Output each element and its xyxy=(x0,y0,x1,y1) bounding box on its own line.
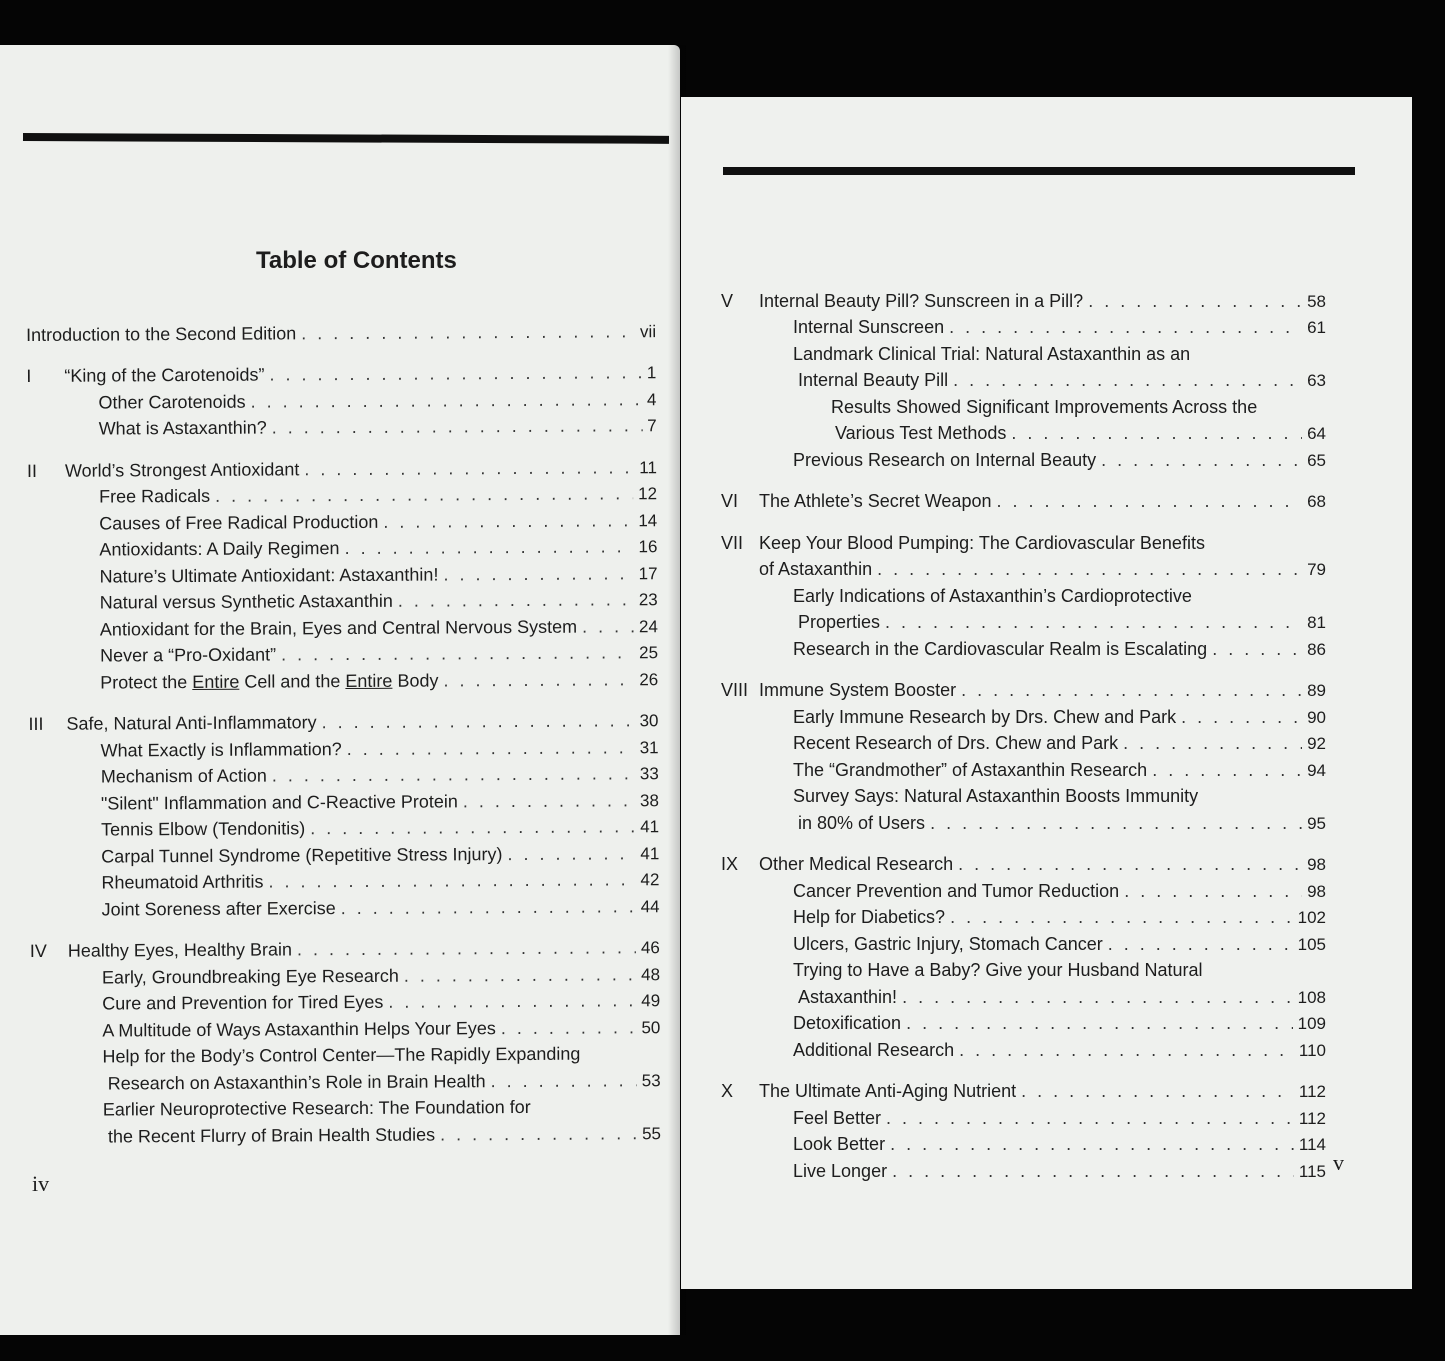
chapter-entry xyxy=(721,556,1326,583)
subentry-label: Natural versus Synthetic Astaxanthin xyxy=(99,590,393,613)
leader-dots xyxy=(902,985,1293,1010)
page-number: 41 xyxy=(640,817,660,837)
subentry xyxy=(721,635,1326,662)
subentry xyxy=(27,559,657,589)
subentry-line xyxy=(721,393,1326,420)
chapter-title: Safe, Natural Anti-Inflammatory xyxy=(66,712,317,734)
chapter-entry xyxy=(28,707,658,737)
subentry-label: Survey Says: Natural Astaxanthin Boosts Immunity xyxy=(793,786,1199,806)
page-number: 115 xyxy=(1298,1161,1326,1181)
page-number: vii xyxy=(639,321,657,341)
page-number: 81 xyxy=(1307,613,1326,632)
label-underlined: Entire xyxy=(345,670,393,691)
page-number: 55 xyxy=(641,1123,662,1143)
chapter-title: Internal Beauty Pill? Sunscreen in a Pill? xyxy=(759,290,1084,311)
subentry xyxy=(721,446,1326,473)
page-number: 90 xyxy=(1307,707,1326,727)
leader-dots xyxy=(269,360,642,387)
subentry-label: in 80% of Users xyxy=(798,812,926,833)
subentry xyxy=(721,420,1326,447)
subentry-label: Research on Astaxanthin’s Role in Brain Health xyxy=(107,1070,486,1094)
subentry xyxy=(721,730,1326,757)
leader-dots xyxy=(959,1038,1294,1063)
label-part: Body xyxy=(392,669,439,691)
leader-dots xyxy=(996,489,1302,514)
subentry-label: Causes of Free Radical Production xyxy=(99,511,379,534)
chapter-title: Other Medical Research xyxy=(759,854,954,874)
page-number: 16 xyxy=(638,537,658,557)
leader-dots xyxy=(1181,705,1302,730)
page-number: 105 xyxy=(1297,934,1326,954)
subentry-label: Internal Sunscreen xyxy=(793,317,945,337)
subentry xyxy=(28,639,658,669)
subentry-line xyxy=(721,957,1326,984)
chapter-title: of Astaxanthin xyxy=(759,559,873,579)
subentry xyxy=(31,1066,661,1096)
page-number: 98 xyxy=(1307,855,1326,874)
leader-dots xyxy=(297,935,636,962)
chapter-entry xyxy=(26,359,656,389)
chapter-entry xyxy=(721,287,1326,314)
chapter-entry xyxy=(721,851,1326,878)
toc-chapter xyxy=(26,359,656,442)
subentry xyxy=(30,987,660,1017)
subentry-label: Early Indications of Astaxanthin’s Cardioprotective xyxy=(793,585,1192,606)
subentry-label: Trying to Have a Baby? Give your Husband Natural xyxy=(793,960,1203,980)
page-number: 30 xyxy=(639,711,659,731)
page-number: 86 xyxy=(1307,639,1326,659)
page-number: 92 xyxy=(1307,734,1326,753)
subentry xyxy=(26,385,656,415)
header-rule xyxy=(23,133,669,144)
leader-dots xyxy=(949,315,1302,340)
subentry-label: Tennis Elbow (Tendonitis) xyxy=(101,818,306,840)
toc-chapter xyxy=(721,287,1326,473)
subentry xyxy=(721,314,1326,341)
subentry-label: Recent Research of Drs. Chew and Park xyxy=(793,733,1119,753)
subentry xyxy=(27,412,657,442)
leader-dots xyxy=(930,811,1302,836)
page-number: 12 xyxy=(638,484,658,504)
leader-dots xyxy=(404,962,636,988)
page-number: 44 xyxy=(640,896,660,916)
subentry-label: Rheumatoid Arthritis xyxy=(101,871,264,893)
page-number: 65 xyxy=(1307,450,1326,470)
toc-chapter xyxy=(30,934,661,1150)
subentry xyxy=(30,1013,660,1043)
page-number: 41 xyxy=(640,843,660,863)
subentry-label: Live Longer xyxy=(793,1160,888,1181)
subentry-label: Astaxanthin! xyxy=(798,986,898,1007)
page-number: 49 xyxy=(641,991,661,1011)
chapter-number: VII xyxy=(721,532,744,553)
subentry-label: Other Carotenoids xyxy=(98,391,246,413)
leader-dots xyxy=(1011,421,1302,446)
leader-dots xyxy=(443,667,634,693)
subentry xyxy=(721,1036,1326,1063)
page-number: 11 xyxy=(639,457,657,477)
leader-dots xyxy=(268,867,635,894)
leader-dots xyxy=(388,988,636,1015)
page-number: 14 xyxy=(638,510,658,530)
chapter-entry xyxy=(721,488,1326,515)
leader-dots xyxy=(1088,289,1302,314)
page-number: 102 xyxy=(1297,908,1326,927)
leader-dots xyxy=(321,708,634,735)
subentry-label: Joint Soreness after Exercise xyxy=(101,897,336,920)
subentry-label: Earlier Neuroprotective Research: The Foundation for xyxy=(102,1096,531,1120)
right-page xyxy=(681,97,1412,1289)
page-number: 25 xyxy=(639,643,659,663)
subentry xyxy=(29,786,659,816)
subentry-label: The “Grandmother” of Astaxanthin Research xyxy=(793,759,1148,780)
subentry-label: Early, Groundbreaking Eye Research xyxy=(101,965,399,988)
subentry xyxy=(721,904,1326,931)
leader-dots xyxy=(1101,448,1302,473)
subentry xyxy=(721,877,1326,904)
page-number: 7 xyxy=(647,416,657,436)
subentry-label: Free Radicals xyxy=(99,485,211,507)
chapter-number: VIII xyxy=(721,680,749,700)
subentry xyxy=(29,866,659,896)
leader-dots xyxy=(383,508,633,535)
entry-label: Introduction to the Second Edition xyxy=(26,322,297,345)
leader-dots xyxy=(398,587,634,613)
subentry-label: Results Showed Significant Improvements Across the xyxy=(831,396,1258,417)
page-number: 1 xyxy=(646,363,657,383)
leader-dots xyxy=(892,1159,1294,1184)
subentry-label: Ulcers, Gastric Injury, Stomach Cancer xyxy=(793,933,1103,954)
chapter-title: Keep Your Blood Pumping: The Cardiovascular Benefits xyxy=(759,532,1205,553)
chapter-number: II xyxy=(26,460,37,481)
subentry xyxy=(29,760,659,790)
subentry xyxy=(721,1104,1326,1131)
leader-dots xyxy=(906,1011,1293,1036)
leader-dots xyxy=(1212,637,1302,662)
subentry-line xyxy=(721,582,1326,609)
subentry xyxy=(721,809,1326,836)
leader-dots xyxy=(1123,731,1302,756)
subentry-label: Previous Research on Internal Beauty xyxy=(793,449,1097,470)
chapter-title: “King of the Carotenoids” xyxy=(64,364,265,386)
subentry-label: Various Test Methods xyxy=(835,423,1007,443)
chapter-number: X xyxy=(721,1081,734,1101)
subentry-label: Internal Beauty Pill xyxy=(798,370,949,390)
page-number: 42 xyxy=(640,870,660,890)
subentry-label: Antioxidants: A Daily Regimen xyxy=(99,538,340,560)
chapter-number: III xyxy=(28,713,44,734)
folio-left: iv xyxy=(32,1171,50,1196)
subentry-label: Early Immune Research by Drs. Chew and Park xyxy=(793,706,1177,727)
page-number: 58 xyxy=(1307,291,1326,311)
toc-chapter xyxy=(721,529,1326,662)
leader-dots xyxy=(310,814,635,841)
subentry xyxy=(721,983,1326,1010)
chapter-title: The Athlete’s Secret Weapon xyxy=(759,491,992,511)
toc-chapter xyxy=(28,707,659,923)
page-number: 23 xyxy=(638,590,658,610)
subentry xyxy=(28,612,658,642)
toc-chapter xyxy=(27,453,658,695)
toc-chapter xyxy=(721,1078,1326,1184)
subentry xyxy=(28,665,658,695)
subentry xyxy=(721,367,1326,394)
leader-dots xyxy=(890,1132,1294,1157)
toc-right xyxy=(721,287,1326,1199)
page-number: 61 xyxy=(1307,318,1326,337)
leader-dots xyxy=(961,678,1302,703)
chapter-entry xyxy=(27,453,657,483)
subentry-label: Help for Diabetics? xyxy=(793,907,946,927)
toc-chapter xyxy=(721,488,1326,515)
chapter-number: IV xyxy=(29,940,47,961)
page-number: 94 xyxy=(1307,760,1326,780)
subentry-label: "Silent" Inflammation and C-Reactive Protein xyxy=(100,790,458,814)
page-number: 108 xyxy=(1297,987,1326,1007)
subentry xyxy=(27,480,657,510)
folio-right: v xyxy=(1333,1150,1344,1175)
leader-dots xyxy=(507,841,635,867)
subentry-label: Landmark Clinical Trial: Natural Astaxanthin as an xyxy=(793,343,1191,364)
leader-dots xyxy=(341,894,636,921)
leader-dots xyxy=(1021,1079,1294,1104)
page-number: 95 xyxy=(1307,813,1326,833)
chapter-number: VI xyxy=(721,491,739,511)
chapter-title: The Ultimate Anti-Aging Nutrient xyxy=(759,1081,1017,1101)
toc-chapter xyxy=(721,677,1326,836)
leader-dots xyxy=(443,561,633,587)
label-part: Cell and the xyxy=(239,670,346,692)
page-number: 114 xyxy=(1298,1135,1326,1154)
leader-dots xyxy=(272,413,643,440)
leader-dots xyxy=(501,1015,637,1041)
page-number: 89 xyxy=(1307,681,1326,700)
leader-dots xyxy=(950,905,1293,930)
subentry-label: Properties xyxy=(798,612,881,632)
leader-dots xyxy=(440,1121,637,1147)
page-number: 63 xyxy=(1307,371,1326,390)
toc-chapter xyxy=(721,851,1326,1063)
subentry-line xyxy=(30,1040,660,1070)
subentry-line xyxy=(721,783,1326,810)
chapter-number: I xyxy=(26,365,32,386)
chapter-title: World’s Strongest Antioxidant xyxy=(64,458,300,481)
leader-dots xyxy=(463,788,635,814)
subentry-label: What Exactly is Inflammation? xyxy=(100,738,342,761)
header-rule xyxy=(723,167,1355,175)
page-number: 53 xyxy=(641,1070,661,1090)
chapter-title: Healthy Eyes, Healthy Brain xyxy=(67,939,293,961)
page-number: 24 xyxy=(638,616,658,636)
subentry-label: Research in the Cardiovascular Realm is Escalating xyxy=(793,638,1208,659)
toc-entry xyxy=(26,317,656,347)
subentry xyxy=(721,703,1326,730)
leader-dots xyxy=(1124,879,1302,904)
toc-left xyxy=(26,317,661,1164)
subentry xyxy=(721,609,1326,636)
leader-dots xyxy=(1108,932,1293,957)
leader-dots xyxy=(885,610,1302,635)
page-number: 48 xyxy=(641,964,661,984)
chapter-entry xyxy=(30,934,660,964)
page-number: 17 xyxy=(638,563,658,583)
subentry-label: Antioxidant for the Brain, Eyes and Central Nervous System xyxy=(99,616,578,640)
chapter-number: IX xyxy=(721,854,739,874)
leader-dots xyxy=(1152,758,1302,783)
subentry xyxy=(721,1010,1326,1037)
subentry xyxy=(27,506,657,536)
page-number: 31 xyxy=(639,737,659,757)
page-number: 110 xyxy=(1298,1040,1326,1060)
page-title: Table of Contents xyxy=(256,247,457,274)
subentry-label: What is Astaxanthin? xyxy=(98,417,267,439)
subentry-line xyxy=(721,340,1326,367)
leader-dots xyxy=(250,387,642,414)
subentry-label: Feel Better xyxy=(793,1107,882,1128)
leader-dots xyxy=(347,735,635,762)
page-number: 79 xyxy=(1307,560,1326,579)
chapter-number: V xyxy=(721,290,734,311)
chapter-title: Immune System Booster xyxy=(759,680,957,700)
chapter-title-line xyxy=(721,529,1326,556)
leader-dots xyxy=(301,319,635,346)
leader-dots xyxy=(344,534,633,561)
subentry-label: Nature’s Ultimate Antioxidant: Astaxanthin! xyxy=(99,563,439,587)
subentry xyxy=(30,892,660,922)
subentry-label xyxy=(100,668,438,695)
subentry-label: Detoxification xyxy=(793,1013,902,1033)
page-number: 46 xyxy=(640,938,660,958)
page-number: 112 xyxy=(1298,1108,1326,1128)
leader-dots xyxy=(886,1106,1294,1131)
page-number: 4 xyxy=(646,389,657,409)
subentry-label: Never a “Pro-Oxidant” xyxy=(99,644,277,666)
subentry-label: A Multitude of Ways Astaxanthin Helps Your Eyes xyxy=(102,1017,496,1041)
subentry xyxy=(27,533,657,563)
subentry xyxy=(721,930,1326,957)
left-page xyxy=(0,45,680,1335)
page-number: 64 xyxy=(1307,424,1326,443)
subentry xyxy=(29,813,659,843)
page-number: 98 xyxy=(1307,881,1326,901)
leader-dots xyxy=(958,852,1302,877)
leader-dots xyxy=(582,614,634,639)
subentry-label: Mechanism of Action xyxy=(100,765,267,787)
label-part: Protect the xyxy=(100,671,193,693)
leader-dots xyxy=(281,640,634,667)
chapter-entry xyxy=(721,1078,1326,1105)
page-number: 38 xyxy=(639,790,659,810)
subentry xyxy=(29,733,659,763)
subentry-label: Look Better xyxy=(793,1134,886,1154)
label-underlined: Entire xyxy=(192,671,240,692)
subentry xyxy=(29,839,659,869)
subentry xyxy=(31,1119,661,1149)
subentry xyxy=(28,586,658,616)
leader-dots xyxy=(953,368,1302,393)
page-number: 50 xyxy=(641,1017,661,1037)
leader-dots xyxy=(215,481,633,509)
subentry xyxy=(30,960,660,990)
subentry-label: Cure and Prevention for Tired Eyes xyxy=(102,991,384,1014)
leader-dots xyxy=(272,761,635,788)
subentry xyxy=(721,1131,1326,1158)
subentry-label: Help for the Body’s Control Center—The Rapidly Expanding xyxy=(102,1043,581,1067)
page-number: 109 xyxy=(1297,1014,1326,1033)
chapter-entry xyxy=(721,677,1326,704)
subentry-label: Cancer Prevention and Tumor Reduction xyxy=(793,880,1120,901)
leader-dots xyxy=(877,557,1302,582)
page-number: 26 xyxy=(639,669,659,689)
page-number: 33 xyxy=(639,764,659,784)
subentry-line xyxy=(31,1093,661,1123)
leader-dots xyxy=(490,1068,636,1094)
subentry-label: the Recent Flurry of Brain Health Studies xyxy=(107,1124,436,1147)
subentry-label: Additional Research xyxy=(793,1039,955,1060)
page-number: 68 xyxy=(1307,492,1326,511)
subentry xyxy=(721,1157,1326,1184)
page-number: 112 xyxy=(1298,1082,1326,1101)
subentry-label: Carpal Tunnel Syndrome (Repetitive Stress Injury) xyxy=(101,843,503,867)
subentry xyxy=(721,756,1326,783)
leader-dots xyxy=(304,455,634,482)
